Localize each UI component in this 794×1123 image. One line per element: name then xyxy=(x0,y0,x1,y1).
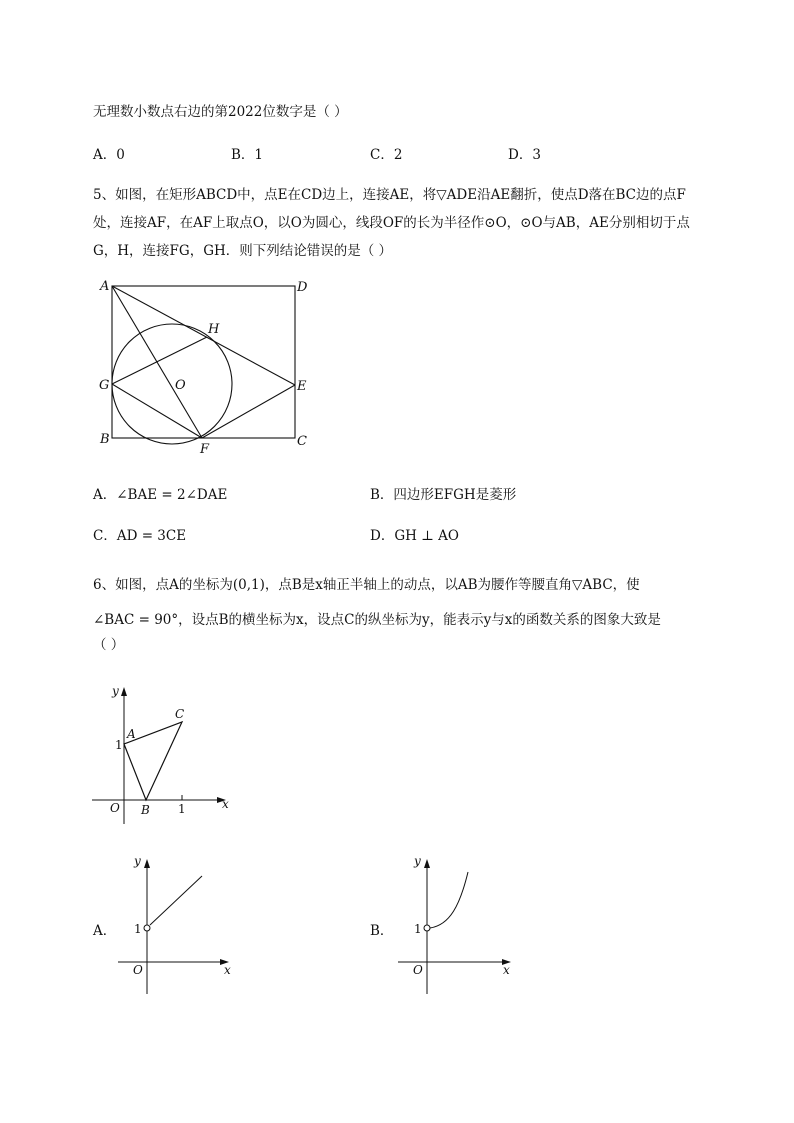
label-c: C xyxy=(297,434,307,449)
q5-text-line2: 处，连接AF，在AF上取点O，以O为圆心，线段OF的长为半径作⊙O，⊙O与AB，AE分别相切于点 xyxy=(93,215,690,231)
label-e: E xyxy=(297,379,307,394)
label-b: B xyxy=(141,803,150,817)
q4-option-b[interactable]: B．1 xyxy=(231,147,264,163)
b-label-x: x xyxy=(503,963,510,977)
label-f: F xyxy=(200,442,210,457)
a-label-y: y xyxy=(134,854,141,868)
label-one-y: 1 xyxy=(115,738,123,752)
q6-option-a-letter[interactable]: A． xyxy=(93,923,117,939)
label-g: G xyxy=(99,378,110,393)
b-open-point xyxy=(424,925,430,931)
q4-option-d[interactable]: D．3 xyxy=(508,147,541,163)
label-x: x xyxy=(222,797,229,811)
q4-text: 无理数小数点右边的第2022位数字是（ ） xyxy=(93,104,348,120)
q5-text-line3: G，H，连接FG，GH．则下列结论错误的是（ ） xyxy=(93,243,393,259)
label-d: D xyxy=(297,280,308,295)
q4-option-a[interactable]: A．0 xyxy=(93,147,125,163)
b-curve xyxy=(430,872,468,928)
label-origin: O xyxy=(110,801,120,815)
label-h: H xyxy=(208,322,220,337)
label-one-x: 1 xyxy=(178,802,186,816)
b-label-one: 1 xyxy=(414,922,422,936)
q6-text-line2: ∠BAC = 90°，设点B的横坐标为x，设点C的纵坐标为y，能表示y与x的函数关系的图象大致是 xyxy=(93,612,661,628)
a-label-x: x xyxy=(224,963,231,977)
q5-option-d[interactable]: D．GH ⊥ AO xyxy=(370,528,459,544)
label-c: C xyxy=(175,707,185,721)
a-label-origin: O xyxy=(133,963,143,977)
label-o: O xyxy=(175,378,186,393)
label-y: y xyxy=(112,684,119,698)
q6-text-line1: 6、如图，点A的坐标为(0,1)，点B是x轴正半轴上的动点，以AB为腰作等腰直角▽ABC，使 xyxy=(93,577,640,593)
q4-option-c[interactable]: C．2 xyxy=(370,147,403,163)
q5-option-a[interactable]: A．∠BAE = 2∠DAE xyxy=(93,487,228,503)
b-label-y: y xyxy=(414,854,421,868)
a-label-one: 1 xyxy=(134,922,142,936)
q5-option-c[interactable]: C．AD = 3CE xyxy=(93,528,187,544)
q6-text-line3: （ ） xyxy=(93,637,125,653)
q5-option-b[interactable]: B．四边形EFGH是菱形 xyxy=(370,487,517,503)
label-b: B xyxy=(100,432,110,447)
q5-text-line1: 5、如图，在矩形ABCD中，点E在CD边上，连接AE，将▽ADE沿AE翻折，使点D落在BC边的点F xyxy=(93,187,686,203)
q6-option-b-letter[interactable]: B． xyxy=(370,923,394,939)
b-label-origin: O xyxy=(413,963,423,977)
b-y-arrow xyxy=(424,859,430,868)
label-a: A xyxy=(127,727,136,741)
label-a: A xyxy=(100,279,110,294)
